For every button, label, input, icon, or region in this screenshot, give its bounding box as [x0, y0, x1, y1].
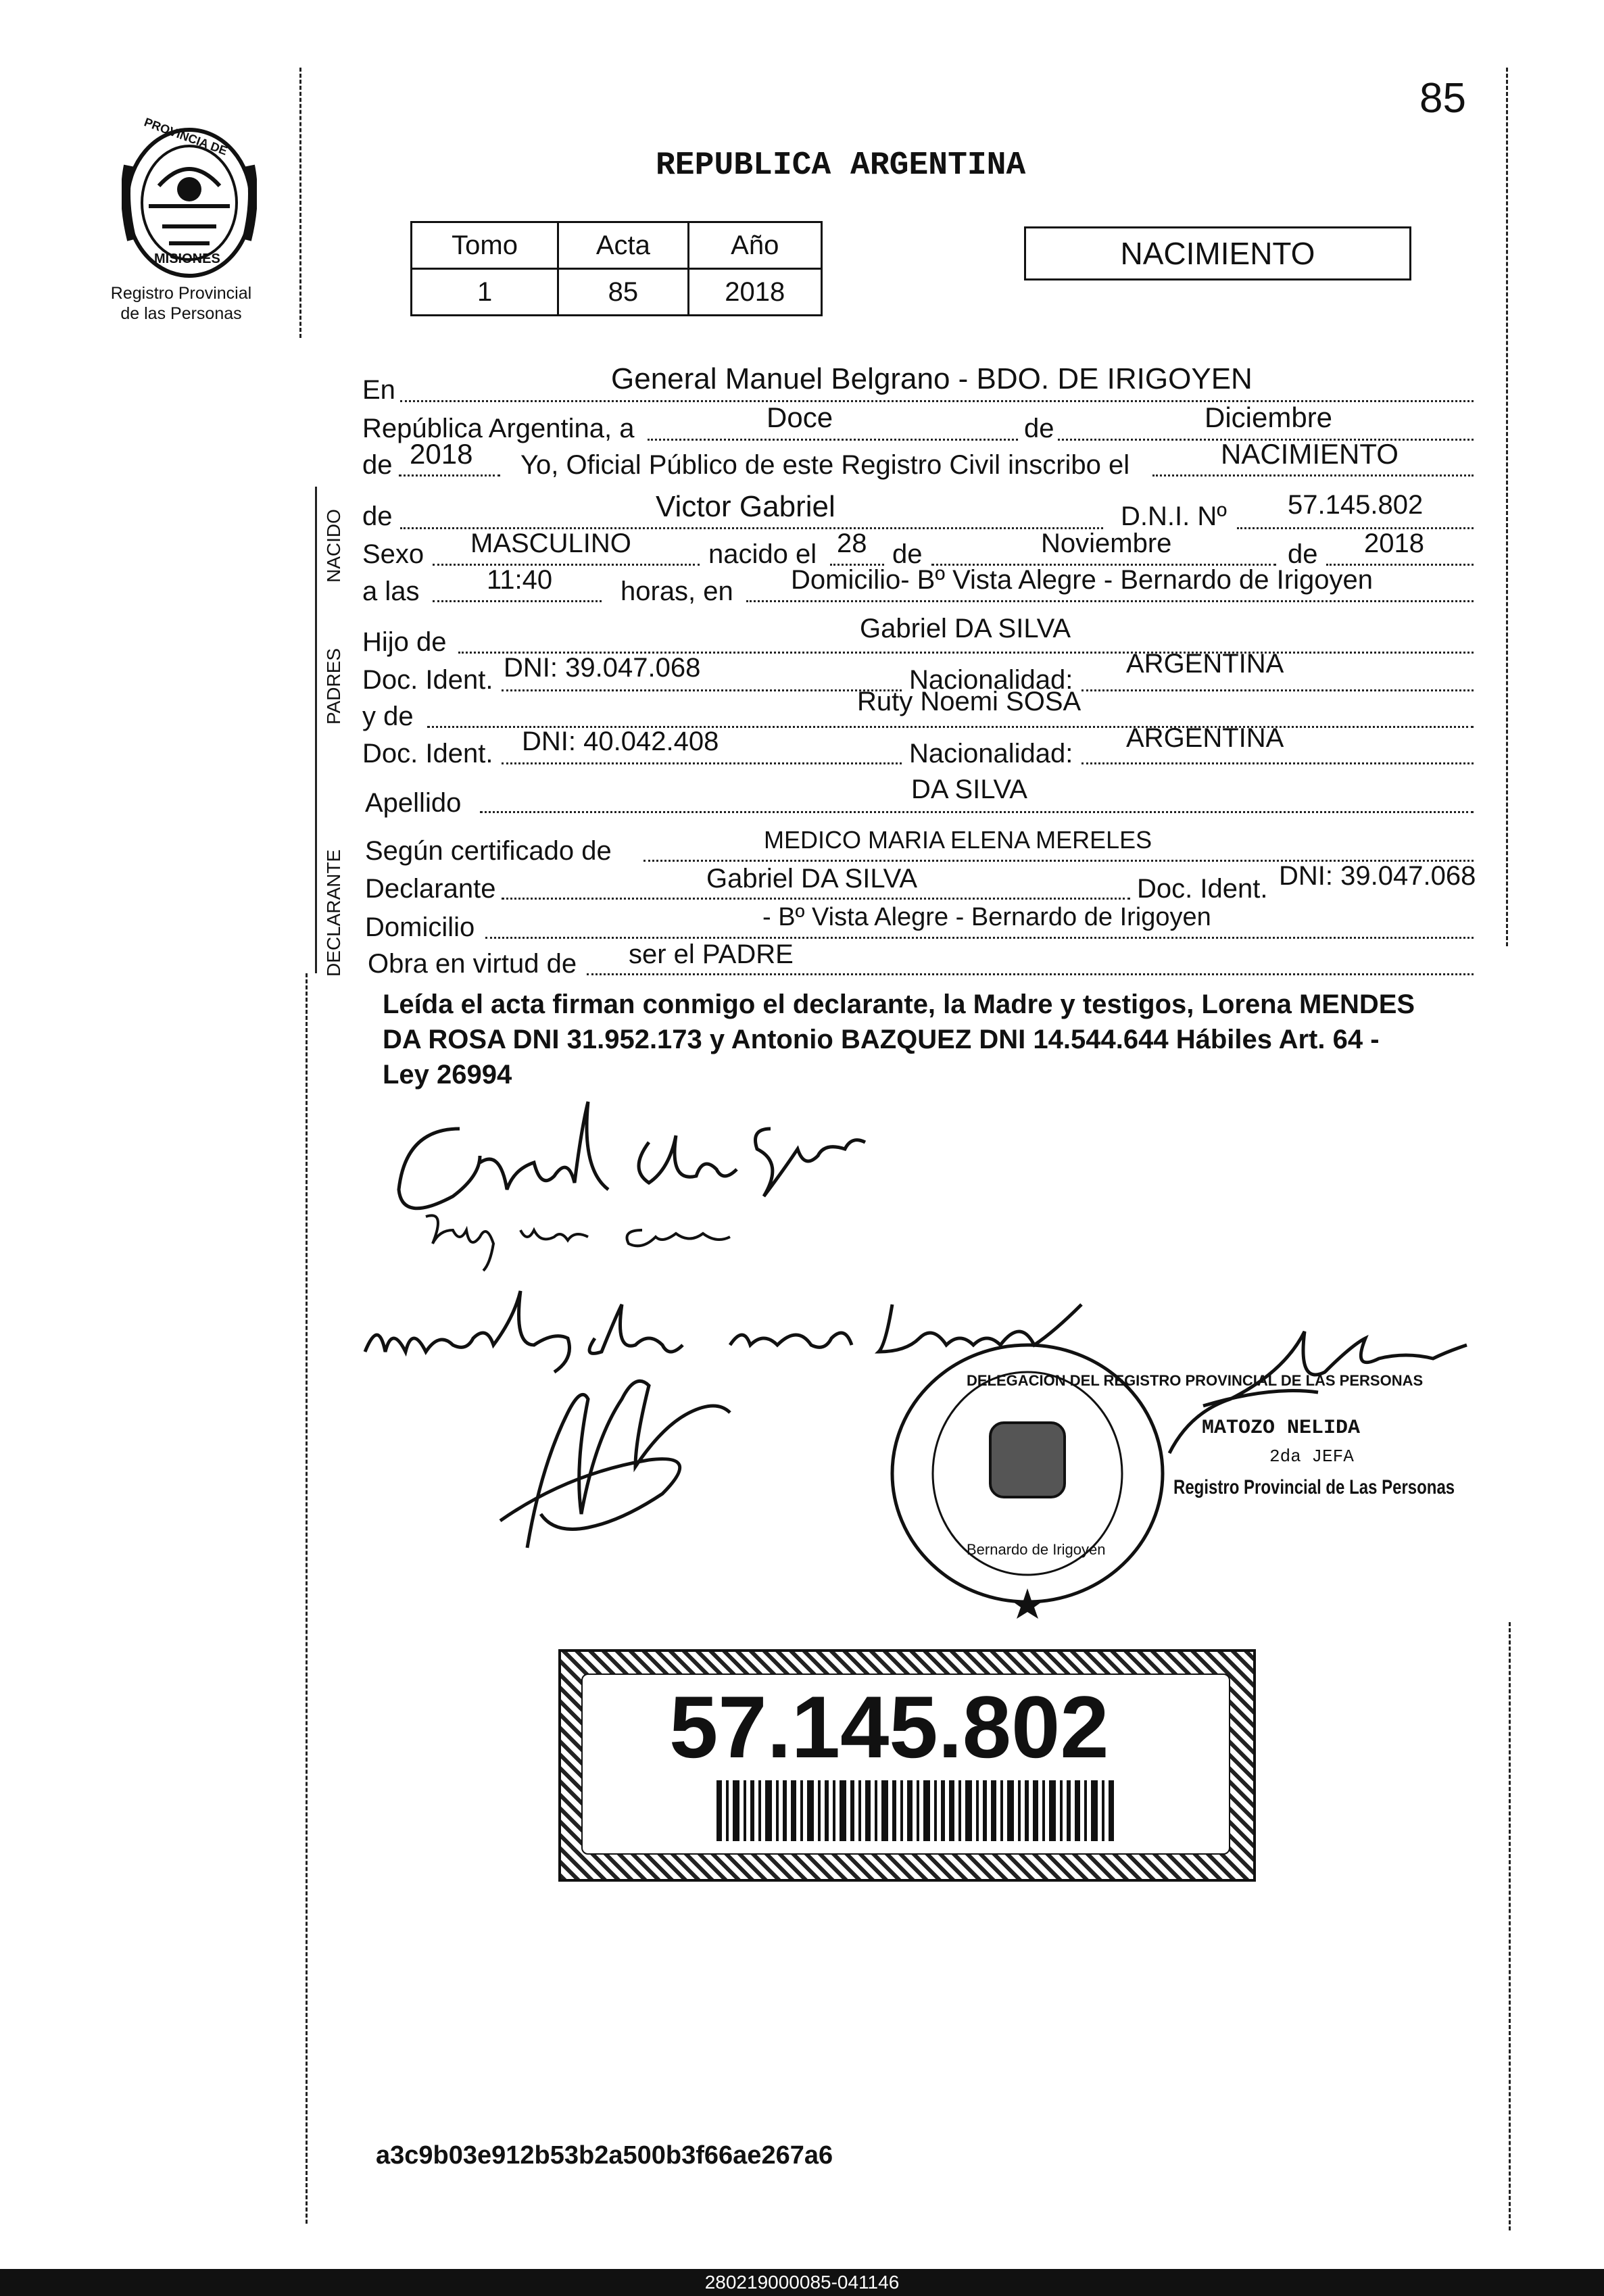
value-day: Doce	[767, 401, 833, 433]
label-nacionalidad-2: Nacionalidad:	[909, 739, 1073, 768]
seal-text-bottom: MISIONES	[154, 251, 220, 266]
table-header-ano: Año	[688, 222, 821, 269]
official-name: MATOZO NELIDA	[1202, 1417, 1361, 1440]
label-y-de: y de	[362, 702, 414, 731]
right-margin-rule	[1506, 68, 1508, 946]
label-yo-oficial: Yo, Oficial Público de este Registro Civil inscribo el	[520, 450, 1130, 480]
value-obra: ser el PADRE	[629, 939, 794, 969]
value-sexo: MASCULINO	[470, 529, 631, 558]
left-margin-rule-lower	[306, 973, 308, 2224]
label-de-3: de	[362, 502, 393, 531]
value-place: Domicilio- Bº Vista Alegre - Bernardo de Irigoyen	[791, 565, 1373, 595]
label-en: En	[362, 375, 395, 405]
value-month: Diciembre	[1205, 401, 1333, 433]
dotted-line	[648, 439, 1018, 441]
page-number: 85	[1419, 75, 1466, 122]
table-cell-tomo: 1	[412, 269, 558, 316]
label-doc-ident-1: Doc. Ident.	[362, 665, 493, 695]
label-obra-en-virtud: Obra en virtud de	[368, 949, 577, 979]
table-cell-ano: 2018	[688, 269, 821, 316]
side-label-nacido: NACIDO	[323, 509, 344, 583]
dotted-line	[746, 600, 1474, 602]
document-hash: a3c9b03e912b53b2a500b3f66ae267a6	[376, 2141, 833, 2170]
closing-line-2: DA ROSA DNI 31.952.173 y Antonio BAZQUEZ DNI 14.544.644 Hábiles Art. 64 -	[383, 1025, 1380, 1054]
label-nacido-el: nacido el	[708, 539, 817, 569]
value-father: Gabriel DA SILVA	[860, 614, 1071, 643]
dotted-line	[1152, 474, 1474, 477]
stamp-text: DELEGACION DEL REGISTRO PROVINCIAL DE LAS PERSONAS	[967, 1372, 1424, 1389]
label-doc-ident-2: Doc. Ident.	[362, 739, 493, 768]
label-sexo: Sexo	[362, 539, 424, 569]
value-declarante: Gabriel DA SILVA	[706, 864, 917, 894]
side-label-padres: PADRES	[323, 648, 344, 725]
value-birth-month: Noviembre	[1041, 529, 1172, 558]
value-doc-ident-3: DNI: 39.047.068	[1279, 861, 1476, 891]
dotted-line	[587, 973, 1474, 975]
label-declarante: Declarante	[365, 874, 496, 904]
value-name: Victor Gabriel	[656, 490, 835, 523]
record-type-box: NACIMIENTO	[1024, 226, 1411, 280]
table-header-tomo: Tomo	[412, 222, 558, 269]
left-margin-rule	[299, 68, 301, 338]
value-year: 2018	[410, 438, 473, 470]
closing-line-1: Leída el acta firman conmigo el declarante, la Madre y testigos, Lorena MENDES	[383, 990, 1415, 1019]
label-hijo-de: Hijo de	[362, 627, 447, 657]
label-de-4: de	[892, 539, 923, 569]
dotted-line	[399, 474, 500, 477]
value-birth-year: 2018	[1364, 529, 1424, 558]
value-birth-day: 28	[837, 529, 867, 558]
label-de: de	[1024, 414, 1054, 443]
value-nacionalidad-2: ARGENTINA	[1126, 723, 1284, 753]
value-dni: 57.145.802	[1288, 490, 1424, 520]
label-a-las: a las	[362, 577, 420, 606]
value-nacionalidad-1: ARGENTINA	[1126, 649, 1284, 679]
right-margin-rule-lower	[1509, 1622, 1511, 2230]
value-time: 11:40	[487, 565, 553, 595]
label-nacionalidad-1: Nacionalidad:	[909, 665, 1073, 695]
official-office: Registro Provincial de Las Personas	[1173, 1476, 1455, 1498]
dotted-line	[1082, 762, 1474, 764]
label-doc-ident-3: Doc. Ident.	[1137, 874, 1268, 904]
agency-name-line1: Registro Provincial	[110, 284, 252, 303]
value-segun-certificado: MEDICO MARIA ELENA MERELES	[764, 826, 1152, 854]
table-cell-acta: 85	[558, 269, 688, 316]
second-witness-signature	[487, 1359, 771, 1561]
side-label-declarante: DECLARANTE	[323, 849, 344, 977]
stamp-inner-text: Bernardo de Irigoyen	[967, 1541, 1106, 1558]
value-apellido: DA SILVA	[911, 775, 1027, 804]
label-segun-certificado: Según certificado de	[365, 836, 612, 866]
closing-line-3: Ley 26994	[383, 1060, 512, 1090]
dotted-line	[433, 600, 602, 602]
agency-name-line2: de las Personas	[120, 304, 242, 323]
record-table	[410, 221, 823, 316]
dotted-line	[485, 937, 1474, 939]
label-horas-en: horas, en	[621, 577, 733, 606]
dotted-line	[502, 898, 1130, 900]
seal-text-top: PROVINCIA DE	[142, 115, 230, 158]
official-signature	[1149, 1318, 1474, 1467]
value-mother: Ruty Noemi SOSA	[857, 687, 1082, 716]
value-domicilio: - Bº Vista Alegre - Bernardo de Irigoyen	[762, 903, 1211, 931]
dotted-line	[433, 564, 700, 566]
label-domicilio: Domicilio	[365, 912, 475, 942]
label-de-5: de	[1288, 539, 1318, 569]
footer-bar	[0, 2269, 1604, 2296]
value-inscribo: NACIMIENTO	[1221, 438, 1399, 470]
footer-code: 280219000085-041146	[704, 2272, 900, 2293]
left-section-rule	[315, 487, 317, 973]
dotted-line	[502, 689, 902, 691]
official-title: 2da JEFA	[1269, 1446, 1354, 1467]
barcode-icon	[716, 1780, 1122, 1841]
page-heading: REPUBLICA ARGENTINA	[656, 147, 1026, 184]
dotted-line	[1082, 689, 1474, 691]
value-doc-ident-2: DNI: 40.042.408	[522, 727, 719, 756]
dotted-line	[480, 811, 1474, 813]
value-location: General Manuel Belgrano - BDO. DE IRIGOYEN	[611, 362, 1253, 395]
label-republica: República Argentina, a	[362, 414, 635, 443]
label-de-2: de	[362, 450, 393, 480]
table-header-acta: Acta	[558, 222, 688, 269]
dotted-line	[502, 762, 902, 764]
dotted-line	[1237, 527, 1474, 529]
mother-signature	[419, 1203, 757, 1277]
label-dni: D.N.I. Nº	[1121, 502, 1227, 531]
id-number: 57.145.802	[669, 1678, 1109, 1776]
label-apellido: Apellido	[365, 788, 462, 818]
value-doc-ident-1: DNI: 39.047.068	[504, 653, 701, 683]
